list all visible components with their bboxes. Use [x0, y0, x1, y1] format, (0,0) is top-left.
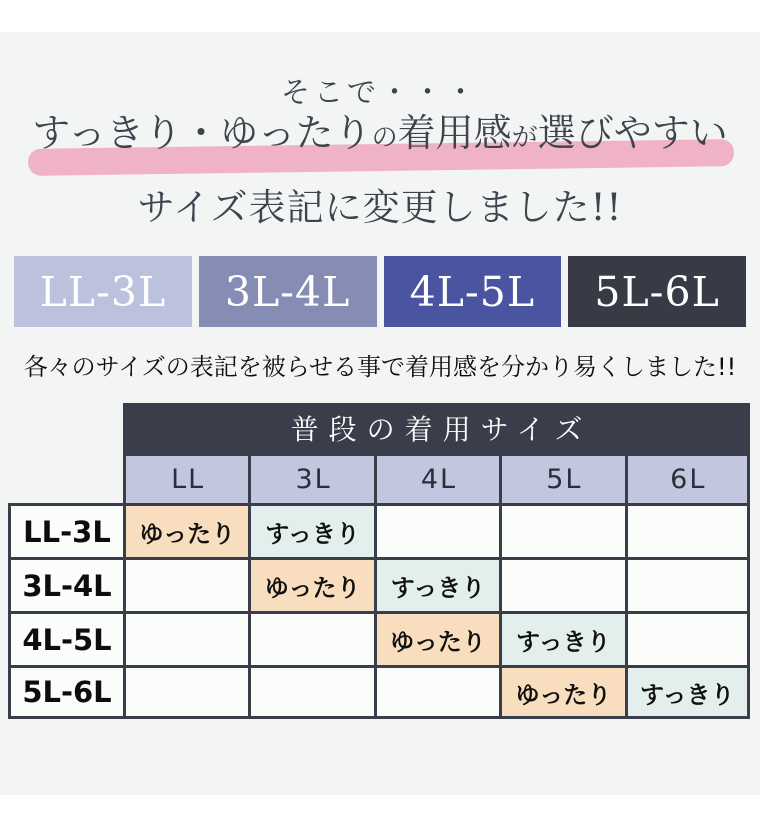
intro-line2-part2: の	[371, 123, 398, 153]
intro-line2-part3: 着用感	[397, 111, 512, 155]
table-cell	[374, 665, 499, 719]
intro-line2	[0, 110, 760, 164]
table-cell	[499, 503, 624, 557]
table-title: 普段の着用サイズ	[123, 403, 750, 453]
row-label-3l-4l: 3L-4L	[8, 557, 123, 611]
table-cell: すっきり	[499, 611, 624, 665]
column-header-5l: 5L	[499, 453, 624, 503]
table-cell: ゆったり	[248, 557, 373, 611]
row-label-4l-5l: 4L-5L	[8, 611, 123, 665]
table-cell	[625, 557, 750, 611]
row-label-5l-6l: 5L-6L	[8, 665, 123, 719]
table-cell	[248, 665, 373, 719]
intro-line2-part4: が	[511, 123, 538, 153]
table-cell	[625, 503, 750, 557]
column-header-3l: 3L	[248, 453, 373, 503]
table-cell	[123, 557, 248, 611]
size-comparison-table	[8, 403, 750, 719]
size-badge-row	[14, 256, 746, 327]
intro-line2-part1: すっきり・ゆったり	[32, 111, 372, 155]
table-corner-spacer	[8, 403, 123, 453]
row-label-ll-3l: LL-3L	[8, 503, 123, 557]
column-header-4l: 4L	[374, 453, 499, 503]
intro-line1: そこで・・・	[280, 75, 479, 109]
table-cell: すっきり	[248, 503, 373, 557]
table-cell	[374, 503, 499, 557]
table-cell: ゆったり	[499, 665, 624, 719]
size-badge-5l-6l: 5L-6L	[568, 256, 746, 327]
table-cell	[123, 611, 248, 665]
table-cell	[248, 611, 373, 665]
column-header-ll: LL	[123, 453, 248, 503]
table-cell	[499, 557, 624, 611]
explanation-caption: 各々のサイズの表記を被らせる事で着用感を分かり易くしました!!	[23, 353, 737, 381]
table-cell: すっきり	[625, 665, 750, 719]
size-badge-3l-4l: 3L-4L	[199, 256, 377, 327]
column-header-6l: 6L	[625, 453, 750, 503]
table-cell	[625, 611, 750, 665]
size-badge-ll-3l: LL-3L	[14, 256, 192, 327]
intro-line2-part5: 選びやすい	[537, 111, 728, 155]
table-cell: すっきり	[374, 557, 499, 611]
table-cell	[123, 665, 248, 719]
table-header-spacer	[8, 453, 123, 503]
intro-line3: サイズ表記に変更しました!!	[137, 186, 623, 229]
size-badge-4l-5l: 4L-5L	[384, 256, 562, 327]
table-cell: ゆったり	[374, 611, 499, 665]
table-cell: ゆったり	[123, 503, 248, 557]
